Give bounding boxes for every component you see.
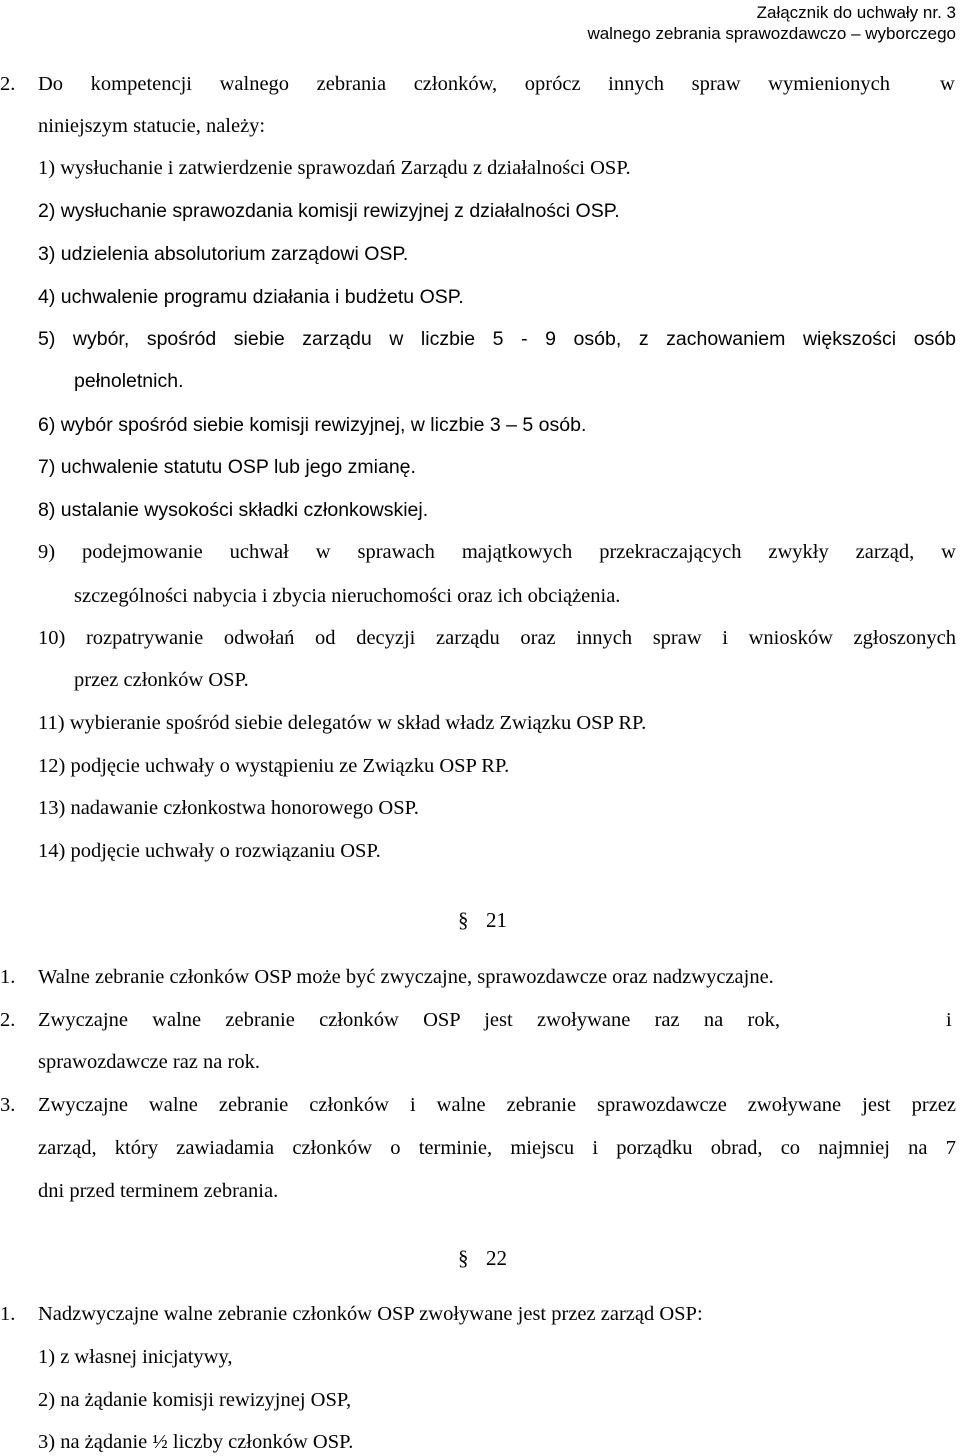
list-item: 10) rozpatrywanie odwołań od decyzji zarządu oraz innych spraw i wniosków zgłoszonych [38, 627, 956, 649]
list-item: 4) uchwalenie programu działania i budżetu OSP. [38, 286, 464, 308]
list-item: 2) na żądanie komisji rewizyjnej OSP, [38, 1389, 352, 1411]
list-item: 11) wybieranie spośród siebie delegatów w skład władz Związku OSP RP. [38, 712, 647, 734]
paragraph-number: 2. [0, 73, 16, 95]
section21-paragraph2-line2: sprawozdawcze raz na rok. [38, 1051, 260, 1073]
paragraph-number: 1. [0, 966, 16, 988]
section21-paragraph2-trailing-word: i [946, 1009, 952, 1031]
section21-paragraph2-line1: Zwyczajne walne zebranie członków OSP jest zwoływane raz na rok, [38, 1009, 780, 1031]
attachment-header-line1: Załącznik do uchwały nr. 3 [756, 3, 956, 22]
paragraph-number: 3. [0, 1094, 16, 1116]
list-item: 1) z własnej inicjatywy, [38, 1346, 233, 1368]
list-item: 1) wysłuchanie i zatwierdzenie sprawozdań Zarządu z działalności OSP. [38, 157, 631, 179]
section21-paragraph3-line2: zarząd, który zawiadamia członków o terminie, miejscu i porządku obrad, co najmniej na 7 [38, 1137, 956, 1159]
paragraph-number: 2. [0, 1009, 16, 1031]
section-number: 21 [486, 908, 507, 932]
paragraph-number: 1. [0, 1303, 16, 1325]
attachment-header-line2: walnego zebrania sprawozdawczo – wyborczego [587, 24, 956, 43]
section-number: 22 [486, 1246, 507, 1270]
paragraph-intro-line1: Do kompetencji walnego zebrania członków, oprócz innych spraw wymienionych [38, 73, 890, 95]
list-item: 3) udzielenia absolutorium zarządowi OSP. [38, 243, 409, 265]
list-item: 9) podejmowanie uchwał w sprawach majątkowych przekraczających zwykły zarząd, w [38, 541, 956, 563]
list-item: 14) podjęcie uchwały o rozwiązaniu OSP. [38, 840, 381, 862]
section-heading-22 [458, 1246, 507, 1270]
list-item: 6) wybór spośród siebie komisji rewizyjnej, w liczbie 3 – 5 osób. [38, 414, 587, 436]
list-item: 12) podjęcie uchwały o wystąpieniu ze Związku OSP RP. [38, 755, 510, 777]
list-item-continuation: pełnoletnich. [74, 370, 184, 392]
list-item-continuation: przez członków OSP. [74, 669, 249, 691]
section22-paragraph1: Nadzwyczajne walne zebranie członków OSP zwoływane jest przez zarząd OSP: [38, 1303, 703, 1325]
section-heading-21 [458, 908, 507, 932]
list-item: 8) ustalanie wysokości składki członkowskiej. [38, 499, 429, 521]
list-item: 7) uchwalenie statutu OSP lub jego zmianę. [38, 456, 416, 478]
section21-paragraph3-line3: dni przed terminem zebrania. [38, 1180, 279, 1202]
list-item: 2) wysłuchanie sprawozdania komisji rewizyjnej z działalności OSP. [38, 200, 620, 222]
list-item: 5) wybór, spośród siebie zarządu w liczbie 5 - 9 osób, z zachowaniem większości osób [38, 328, 956, 350]
paragraph-intro-line2: niniejszym statucie, należy: [38, 115, 266, 137]
section21-paragraph1: Walne zebranie członków OSP może być zwyczajne, sprawozdawcze oraz nadzwyczajne. [38, 966, 774, 988]
section-symbol: § [458, 908, 469, 932]
section-symbol: § [458, 1246, 469, 1270]
list-item-continuation: szczególności nabycia i zbycia nieruchomości oraz ich obciążenia. [74, 585, 621, 607]
list-item: 13) nadawanie członkostwa honorowego OSP. [38, 797, 419, 819]
section21-paragraph3-line1: Zwyczajne walne zebranie członków i walne zebranie sprawozdawcze zwoływane jest przez [38, 1094, 956, 1116]
list-item: 3) na żądanie ½ liczby członków OSP. [38, 1431, 354, 1453]
paragraph-intro-trailing-word: w [940, 73, 955, 95]
